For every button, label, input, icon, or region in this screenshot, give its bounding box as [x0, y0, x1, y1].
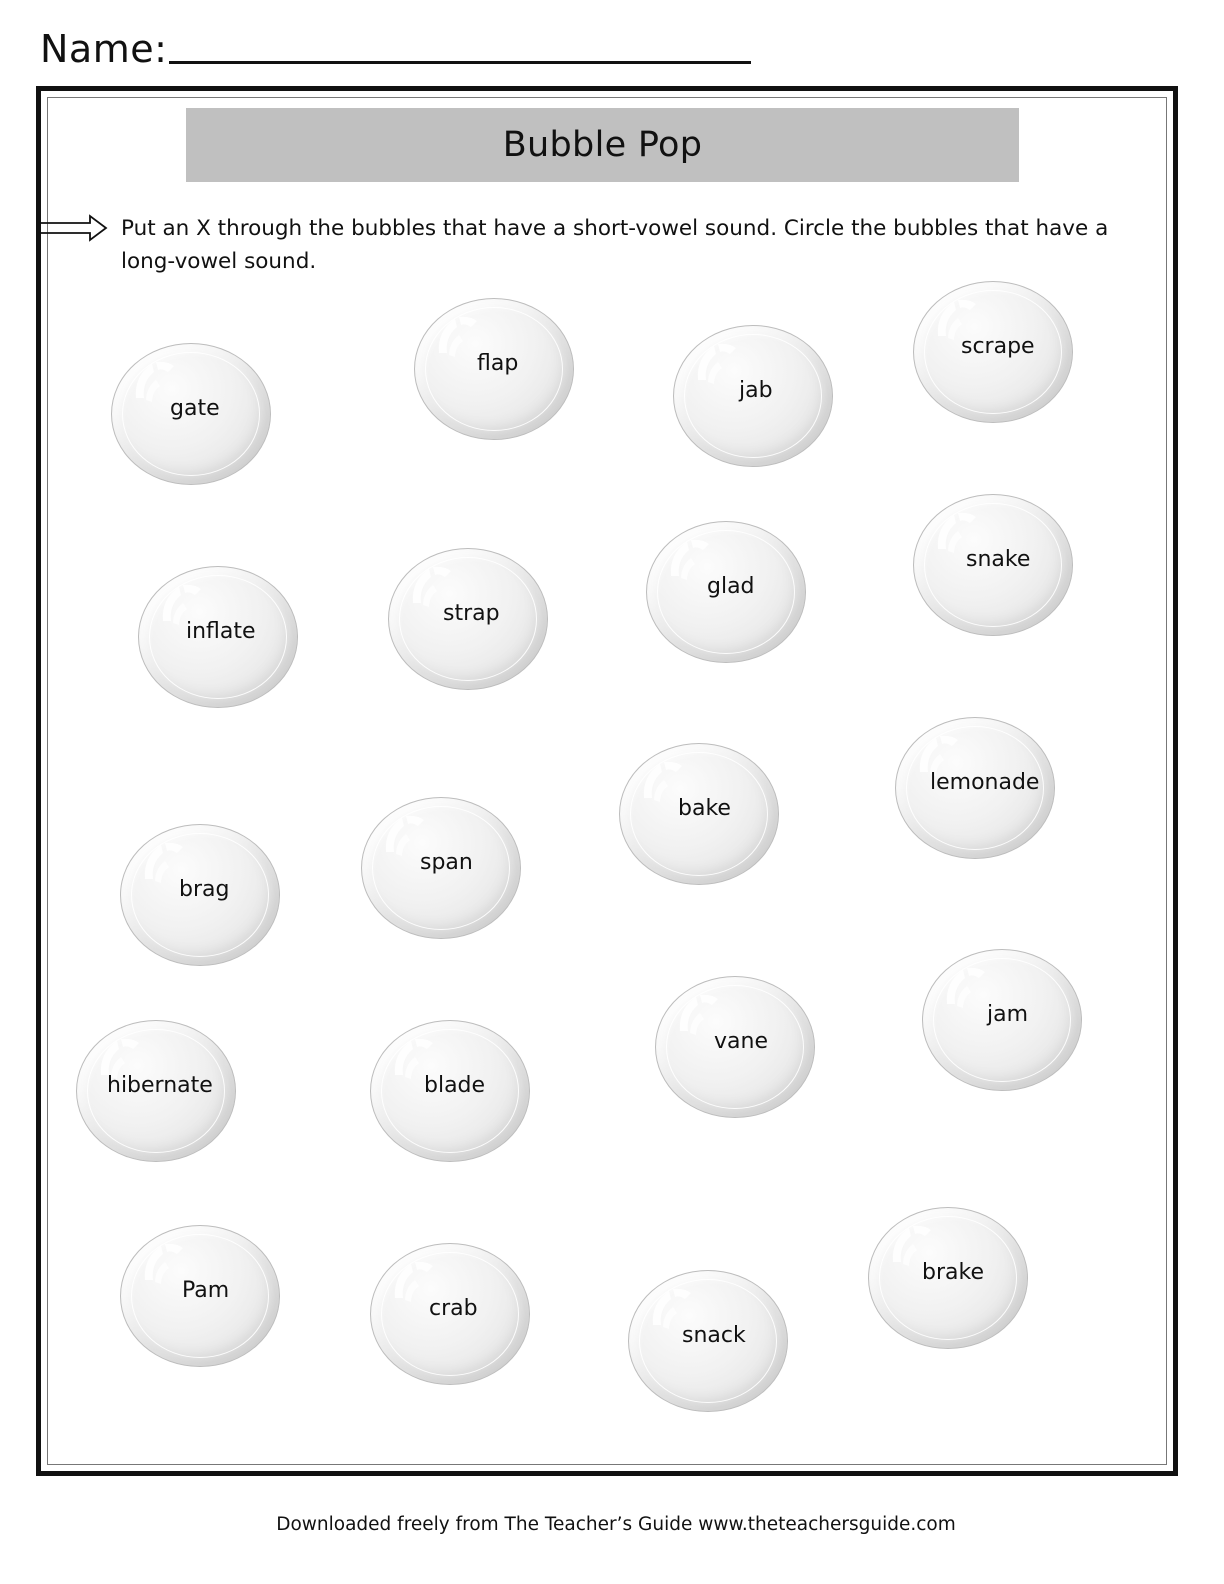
bubble-word: strap [443, 601, 500, 626]
bubble-word: flap [477, 351, 519, 376]
bubble-icon [433, 313, 481, 359]
bubble-word: lemonade [930, 770, 1040, 795]
title-bar [186, 108, 1019, 182]
name-label: Name: [40, 27, 168, 71]
bubble-word: gate [170, 396, 220, 421]
name-row [40, 26, 751, 72]
bubble-word: span [420, 850, 473, 875]
instructions-text: Put an X through the bubbles that have a short-vowel sound. Circle the bubbles that have a long-vowel sound. [121, 216, 1109, 274]
double-arrow-right-icon [40, 214, 108, 242]
bubble-word: bake [678, 796, 731, 821]
bubble-word: snake [966, 547, 1031, 572]
name-blank-line[interactable] [169, 61, 751, 64]
bubble-icon [941, 964, 989, 1010]
bubble-word: glad [707, 574, 755, 599]
footer-credit: Downloaded freely from The Teacher’s Guide www.theteachersguide.com [276, 1514, 956, 1535]
bubble-word: Pam [182, 1278, 230, 1303]
bubble-word: snack [682, 1323, 746, 1348]
bubble-word: scrape [961, 334, 1035, 359]
bubble-word: brake [922, 1260, 984, 1285]
bubble-word: inflate [186, 619, 256, 644]
bubble-word: brag [179, 877, 230, 902]
bubble-word: crab [429, 1296, 478, 1321]
bubble-icon [692, 340, 740, 386]
bubble-icon [665, 536, 713, 582]
bubble-word: hibernate [107, 1073, 213, 1098]
worksheet-title: Bubble Pop [502, 125, 703, 165]
bubble-icon [139, 1240, 187, 1286]
bubble-word: jam [987, 1002, 1029, 1027]
bubble-word: jab [739, 378, 773, 403]
bubble-word: blade [424, 1073, 486, 1098]
bubble-word: vane [714, 1029, 768, 1054]
